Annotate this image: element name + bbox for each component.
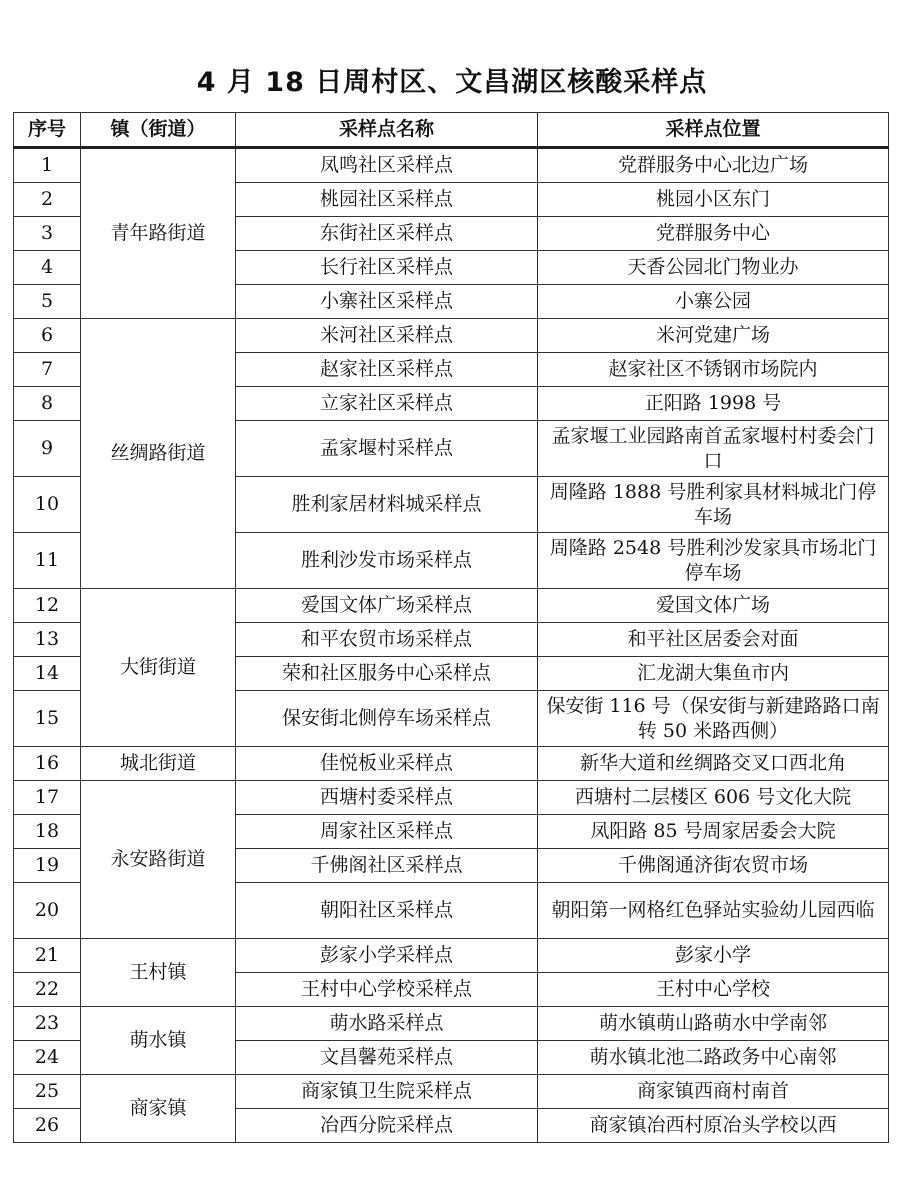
sampling-sites-table — [13, 112, 889, 1143]
site-location: 小寨公园 — [538, 285, 889, 319]
site-location: 萌水镇萌山路萌水中学南邻 — [538, 1007, 889, 1041]
site-location: 汇龙湖大集鱼市内 — [538, 657, 889, 691]
site-location: 千佛阁通济街农贸市场 — [538, 849, 889, 883]
site-location: 党群服务中心 — [538, 217, 889, 251]
header-site-location: 采样点位置 — [538, 113, 889, 148]
row-index: 15 — [14, 691, 81, 747]
table-header-row — [14, 113, 889, 148]
site-location: 周隆路 2548 号胜利沙发家具市场北门停车场 — [538, 533, 889, 589]
site-name: 千佛阁社区采样点 — [236, 849, 538, 883]
site-location: 王村中心学校 — [538, 973, 889, 1007]
town-cell: 丝绸路街道 — [81, 319, 236, 589]
site-name: 冶西分院采样点 — [236, 1109, 538, 1143]
site-name: 赵家社区采样点 — [236, 353, 538, 387]
town-cell: 青年路街道 — [81, 148, 236, 319]
site-name: 孟家堰村采样点 — [236, 421, 538, 477]
row-index: 3 — [14, 217, 81, 251]
header-index: 序号 — [14, 113, 81, 148]
table-row — [14, 148, 889, 183]
row-index: 11 — [14, 533, 81, 589]
site-name: 小寨社区采样点 — [236, 285, 538, 319]
table-row — [14, 747, 889, 781]
site-location: 新华大道和丝绸路交叉口西北角 — [538, 747, 889, 781]
row-index: 7 — [14, 353, 81, 387]
site-location: 爱国文体广场 — [538, 589, 889, 623]
site-name: 商家镇卫生院采样点 — [236, 1075, 538, 1109]
row-index: 17 — [14, 781, 81, 815]
row-index: 10 — [14, 477, 81, 533]
row-index: 21 — [14, 939, 81, 973]
site-location: 朝阳第一网格红色驿站实验幼儿园西临 — [538, 883, 889, 939]
site-name: 萌水路采样点 — [236, 1007, 538, 1041]
site-location: 凤阳路 85 号周家居委会大院 — [538, 815, 889, 849]
site-location: 萌水镇北池二路政务中心南邻 — [538, 1041, 889, 1075]
row-index: 5 — [14, 285, 81, 319]
table-row — [14, 1075, 889, 1109]
site-name: 朝阳社区采样点 — [236, 883, 538, 939]
site-name: 周家社区采样点 — [236, 815, 538, 849]
site-location: 周隆路 1888 号胜利家具材料城北门停车场 — [538, 477, 889, 533]
table-row — [14, 1007, 889, 1041]
row-index: 2 — [14, 183, 81, 217]
site-name: 立家社区采样点 — [236, 387, 538, 421]
site-location: 赵家社区不锈钢市场院内 — [538, 353, 889, 387]
site-name: 凤鸣社区采样点 — [236, 148, 538, 183]
row-index: 24 — [14, 1041, 81, 1075]
row-index: 23 — [14, 1007, 81, 1041]
row-index: 4 — [14, 251, 81, 285]
town-cell: 萌水镇 — [81, 1007, 236, 1075]
row-index: 16 — [14, 747, 81, 781]
site-location: 和平社区居委会对面 — [538, 623, 889, 657]
town-cell: 王村镇 — [81, 939, 236, 1007]
site-location: 商家镇西商村南首 — [538, 1075, 889, 1109]
site-location: 彭家小学 — [538, 939, 889, 973]
site-name: 东街社区采样点 — [236, 217, 538, 251]
town-cell: 永安路街道 — [81, 781, 236, 939]
town-cell: 城北街道 — [81, 747, 236, 781]
site-name: 胜利家居材料城采样点 — [236, 477, 538, 533]
table-row — [14, 939, 889, 973]
row-index: 26 — [14, 1109, 81, 1143]
row-index: 13 — [14, 623, 81, 657]
table-row — [14, 781, 889, 815]
site-name: 和平农贸市场采样点 — [236, 623, 538, 657]
site-location: 孟家堰工业园路南首孟家堰村村委会门口 — [538, 421, 889, 477]
row-index: 22 — [14, 973, 81, 1007]
row-index: 18 — [14, 815, 81, 849]
site-name: 胜利沙发市场采样点 — [236, 533, 538, 589]
table-row — [14, 319, 889, 353]
row-index: 1 — [14, 148, 81, 183]
row-index: 25 — [14, 1075, 81, 1109]
row-index: 14 — [14, 657, 81, 691]
site-name: 荣和社区服务中心采样点 — [236, 657, 538, 691]
site-name: 王村中心学校采样点 — [236, 973, 538, 1007]
row-index: 12 — [14, 589, 81, 623]
site-location: 西塘村二层楼区 606 号文化大院 — [538, 781, 889, 815]
site-name: 长行社区采样点 — [236, 251, 538, 285]
site-location: 米河党建广场 — [538, 319, 889, 353]
site-name: 彭家小学采样点 — [236, 939, 538, 973]
row-index: 20 — [14, 883, 81, 939]
site-name: 桃园社区采样点 — [236, 183, 538, 217]
row-index: 8 — [14, 387, 81, 421]
site-location: 党群服务中心北边广场 — [538, 148, 889, 183]
page-title: 4 月 18 日周村区、文昌湖区核酸采样点 — [196, 67, 708, 98]
site-name: 米河社区采样点 — [236, 319, 538, 353]
town-cell: 大街街道 — [81, 589, 236, 747]
site-location: 保安街 116 号（保安街与新建路路口南转 50 米路西侧） — [538, 691, 889, 747]
town-cell: 商家镇 — [81, 1075, 236, 1143]
site-name: 爱国文体广场采样点 — [236, 589, 538, 623]
row-index: 6 — [14, 319, 81, 353]
site-name: 西塘村委采样点 — [236, 781, 538, 815]
site-location: 桃园小区东门 — [538, 183, 889, 217]
site-location: 天香公园北门物业办 — [538, 251, 889, 285]
site-name: 佳悦板业采样点 — [236, 747, 538, 781]
site-name: 文昌馨苑采样点 — [236, 1041, 538, 1075]
site-name: 保安街北侧停车场采样点 — [236, 691, 538, 747]
header-site-name: 采样点名称 — [236, 113, 538, 148]
row-index: 19 — [14, 849, 81, 883]
row-index: 9 — [14, 421, 81, 477]
header-town: 镇（街道） — [81, 113, 236, 148]
site-location: 商家镇冶西村原冶头学校以西 — [538, 1109, 889, 1143]
site-location: 正阳路 1998 号 — [538, 387, 889, 421]
table-row — [14, 589, 889, 623]
